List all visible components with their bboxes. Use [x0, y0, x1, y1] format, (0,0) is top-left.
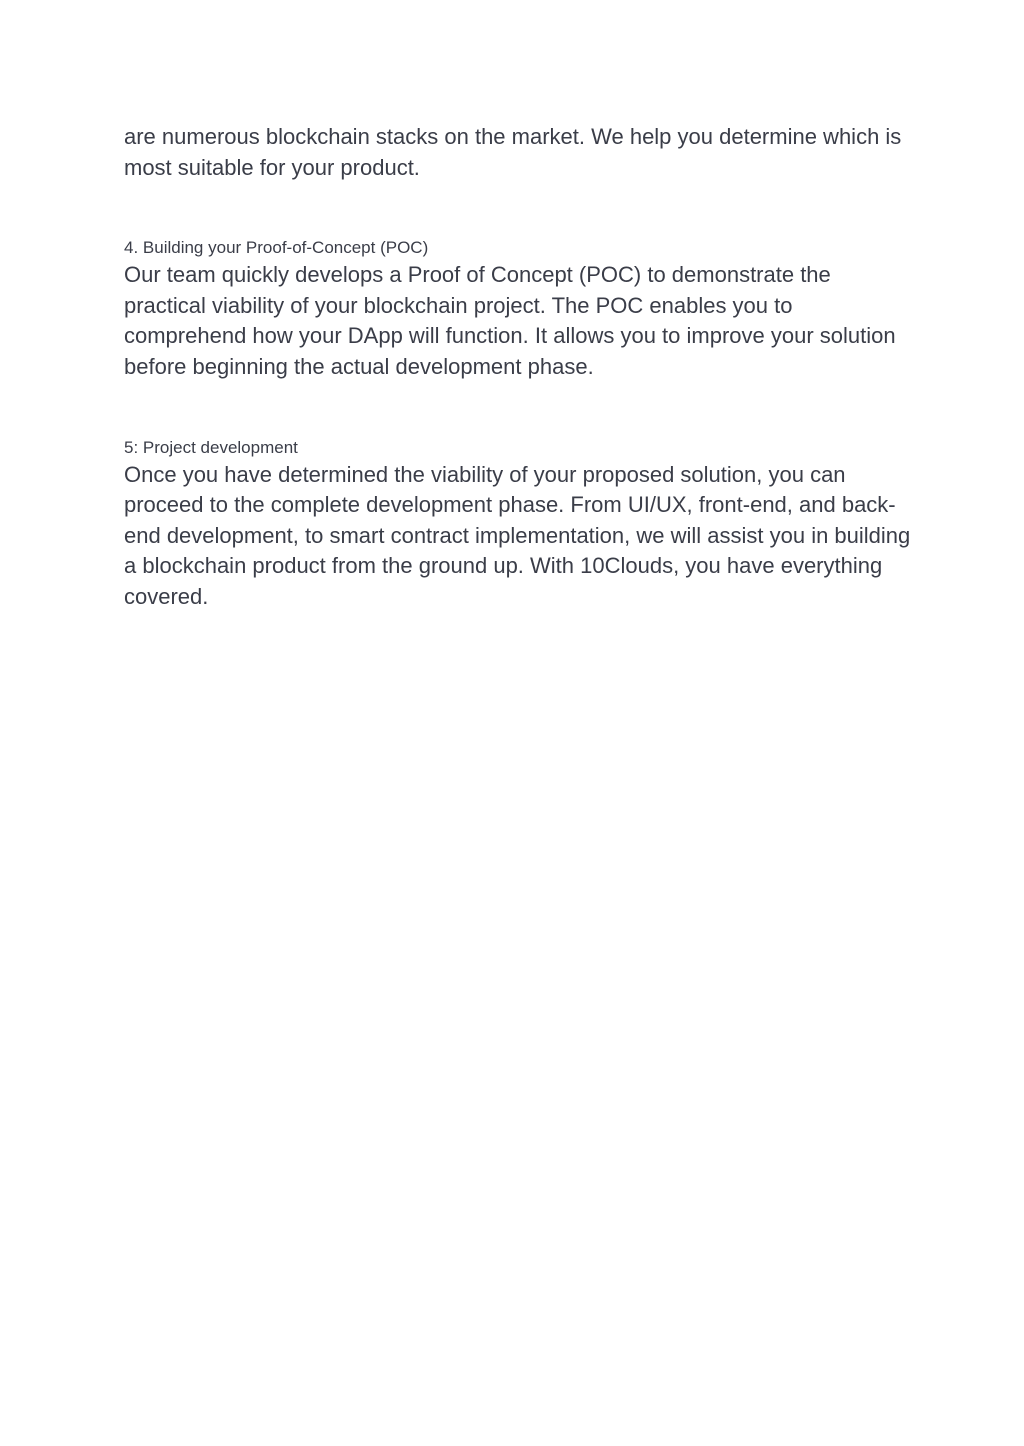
section-heading-poc: 4. Building your Proof-of-Concept (POC) — [124, 238, 429, 258]
section-poc — [124, 238, 914, 382]
section-body-project-development: Once you have determined the viability of your proposed solution, you can proceed to the complete development phase. From UI/UX, front-end, and back-end development, to smart contract implementation, we will assist you in building a blockchain product from the ground up. With 10Clouds, you have everything covered. — [124, 461, 911, 609]
section-spacer — [124, 183, 914, 238]
section-spacer — [124, 383, 914, 438]
intro-paragraph: are numerous blockchain stacks on the market. We help you determine which is most suitable for your product. — [124, 124, 902, 180]
document-page — [124, 122, 914, 613]
section-project-development — [124, 438, 914, 613]
section-heading-project-development: 5: Project development — [124, 437, 298, 457]
section-body-poc: Our team quickly develops a Proof of Concept (POC) to demonstrate the practical viability of your blockchain project. The POC enables you to comprehend how your DApp will function. It allows you to improve your solution before beginning the actual development phase. — [124, 262, 896, 379]
